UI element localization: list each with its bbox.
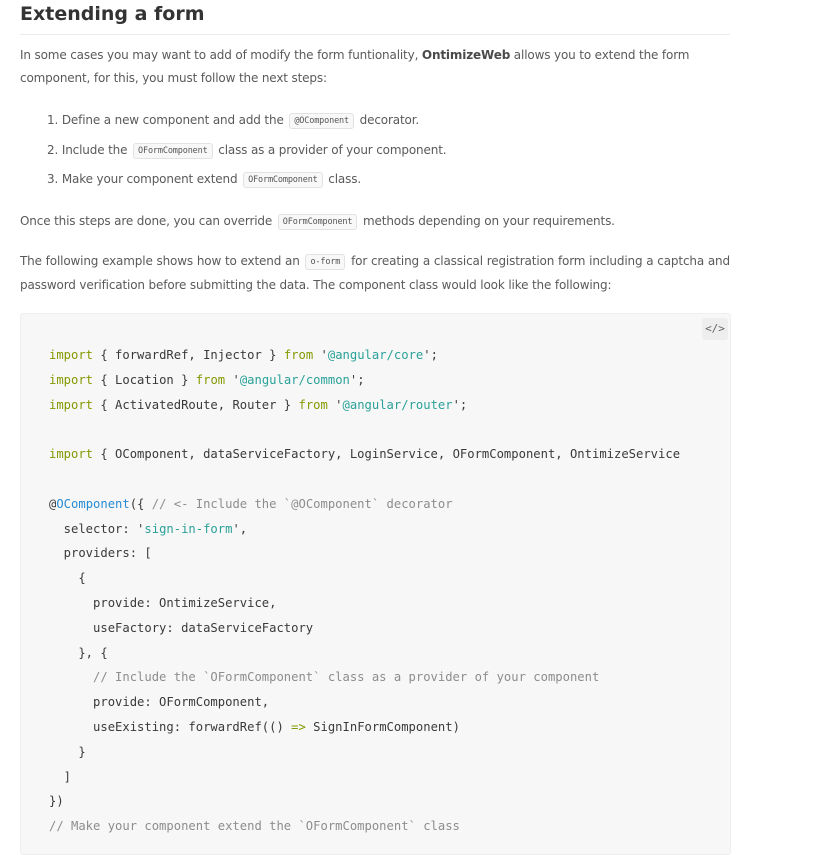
brand-name: OntimizeWeb — [421, 48, 511, 62]
inline-code: OFormComponent — [133, 143, 213, 159]
code-icon[interactable]: </> — [702, 318, 728, 340]
section-heading: Extending a form — [20, 0, 730, 35]
intro-text-end: allows you to extend the form component, for this, you must follow the next steps: — [20, 48, 690, 85]
step-item: 1. Define a new component and add the @OComponent decorator. — [47, 113, 420, 127]
intro-text-start: In some cases you may want to add of modify the form funtionality, — [20, 48, 422, 62]
inline-code: @OComponent — [289, 113, 354, 129]
code-listing: import { forwardRef, Injector } from '@angular/core'; import { Location } from '@angular/common'; import { ActivatedRoute, Router } from '@angular/router'; import { OComponent, dataServiceFactory, LoginService, OFormComponent, OntimizeService @OComponent({ // <- Include the `@OComponent` decorator selector: 'sign-in-form', providers: [ { provide: OntimizeService, useFactory: dataServiceFactory }, { // Include the `OFormComponent` class as a provider of your component provide: OFormComponent, useExisting: forwardRef(() => SignInFormComponent) } ] }) // Make your component extend the `OFormComponent` class — [49, 348, 681, 834]
inline-code: o-form — [305, 254, 345, 270]
inline-code: OFormComponent — [278, 214, 358, 230]
article-content — [20, 0, 730, 834]
steps-list — [20, 110, 446, 199]
code-block — [20, 313, 731, 855]
step-item: 3. Make your component extend OFormComponent class. — [47, 172, 362, 187]
example-paragraph: The following example shows how to extend an o-form for creating a classical registration form including a captcha and password verification before submitting the data. The component class would look like the following: — [20, 254, 730, 292]
intro-paragraph — [20, 44, 730, 89]
override-paragraph: Once this steps are done, you can override OFormComponent methods depending on your requirements. — [20, 214, 615, 228]
inline-code: OFormComponent — [243, 172, 323, 188]
step-item: 2. Include the OFormComponent class as a provider of your component. — [47, 142, 447, 157]
